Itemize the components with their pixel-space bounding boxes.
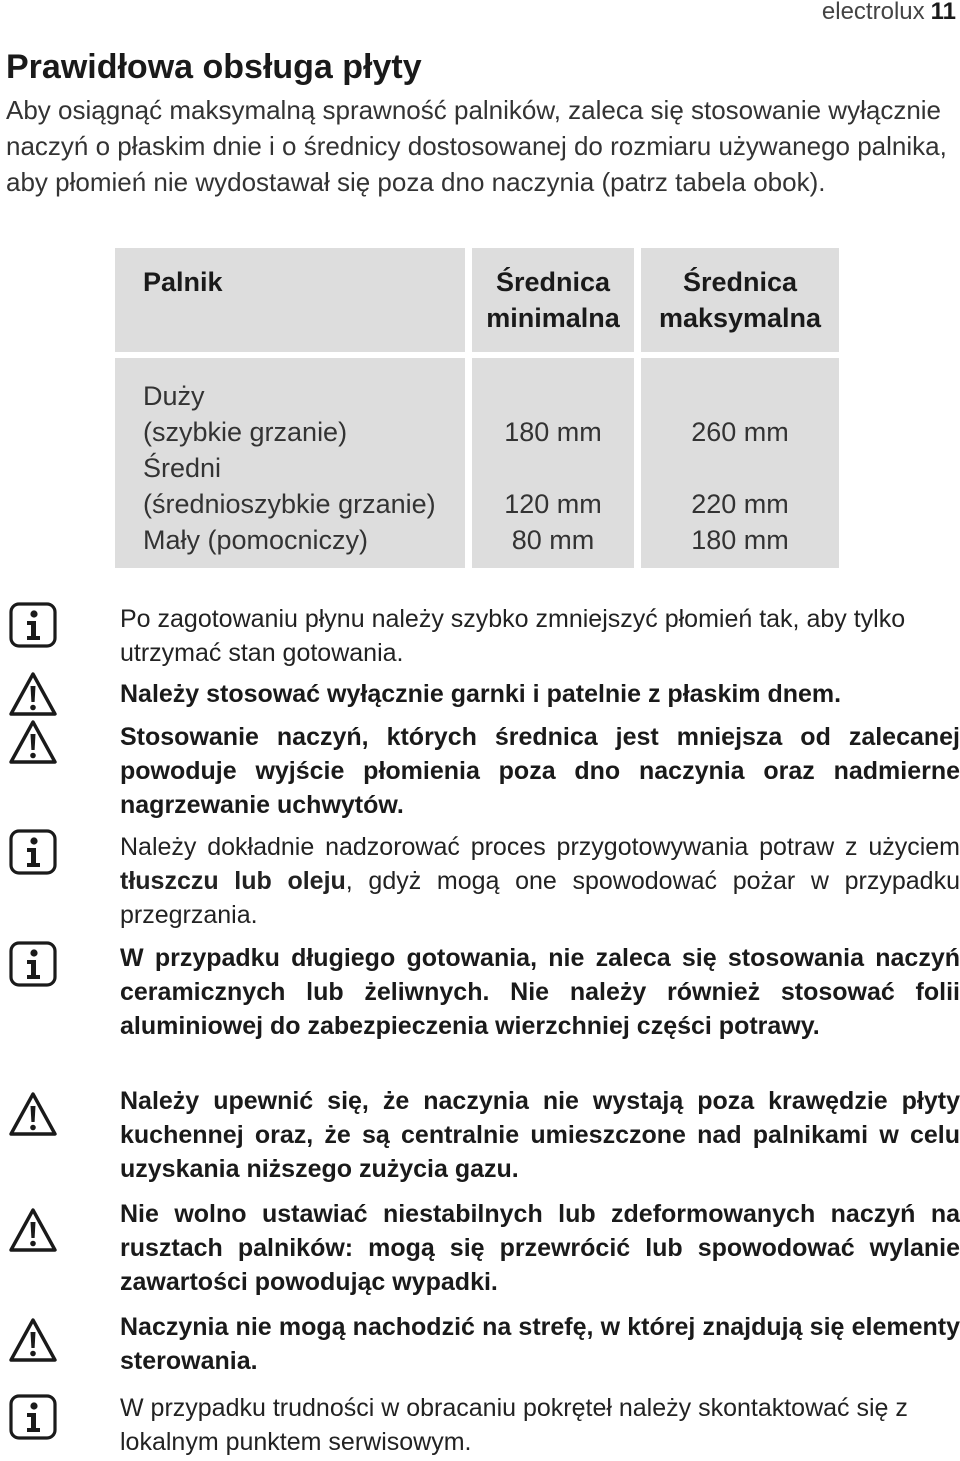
- note-fat-oil: Należy dokładnie nadzorować proces przygotowywania potraw z użyciem tłuszczu lub oleju, gdyż mogą one spowodować pożar w przypadku przegrzania.: [120, 833, 960, 929]
- min-values-cell: [472, 358, 634, 568]
- info-icon: [8, 601, 58, 649]
- max-values-cell: [641, 358, 839, 568]
- note-centered-pots: Należy upewnić się, że naczynia nie wystają poza krawędzie płyty kuchennej oraz, że są centralnie umieszczone nad palnikami w celu uzyskania niższego zużycia gazu.: [120, 1087, 960, 1183]
- info-icon: [8, 1393, 58, 1441]
- min-large: 180 mm: [504, 417, 602, 447]
- note-small-diameter: Stosowanie naczyń, których średnica jest mniejsza od zalecanej powoduje wyjście płomienia poza dno naczynia oraz nadmierne nagrzewanie uchwytów.: [120, 723, 960, 819]
- burner-small-name: Mały (pomocniczy): [143, 525, 369, 555]
- note-service-contact: W przypadku trudności w obracaniu pokręteł należy skontaktować się z lokalnym punktem serwisowym.: [120, 1394, 908, 1456]
- header-min-diameter: Średnica minimalna: [486, 267, 620, 333]
- note-flat-bottom: Należy stosować wyłącznie garnki i patelnie z płaskim dnem.: [120, 680, 842, 708]
- brand-name: electrolux: [821, 0, 925, 25]
- min-small: 80 mm: [511, 525, 595, 555]
- max-large: 260 mm: [691, 417, 789, 447]
- page-title: Prawidłowa obsługa płyty: [6, 48, 422, 86]
- intro-paragraph: Aby osiągnąć maksymalną sprawność palników, zaleca się stosowanie wyłącznie naczyń o płaskim dnie i o średnicy dostosowanej do rozmiaru używanego palnika, aby płomień nie wydostawał się poza dno naczynia (patrz tabela obok).: [6, 95, 947, 197]
- burner-medium-name: Średni: [143, 453, 222, 483]
- burner-names-cell: [115, 358, 465, 568]
- max-small: 180 mm: [691, 525, 789, 555]
- note-unstable-pots: Nie wolno ustawiać niestabilnych lub zdeformowanych naczyń na rusztach palników: mogą się przewrócić lub spowodować wylanie zawartości powodując wypadki.: [120, 1200, 960, 1296]
- note-long-cooking: W przypadku długiego gotowania, nie zaleca się stosowania naczyń ceramicznych lub żeliwnych. Nie należy również stosować folii aluminiowej do zabezpieczenia wierzchniej części potrawy.: [120, 944, 960, 1040]
- info-icon: [8, 828, 58, 876]
- max-medium: 220 mm: [691, 489, 789, 519]
- note-controls-zone: Naczynia nie mogą nachodzić na strefę, w której znajdują się elementy sterowania.: [120, 1313, 960, 1375]
- warning-icon: [8, 1316, 58, 1364]
- header-burner-cell: [115, 248, 465, 352]
- warning-icon: [8, 1206, 58, 1254]
- header-max-cell: [641, 248, 839, 352]
- burner-medium-desc: (średnioszybkie grzanie): [143, 489, 436, 519]
- header-burner: Palnik: [143, 267, 223, 297]
- burner-large-desc: (szybkie grzanie): [143, 417, 348, 447]
- burner-diameter-table: [115, 248, 839, 568]
- min-medium: 120 mm: [504, 489, 602, 519]
- note-reduce-flame: Po zagotowaniu płynu należy szybko zmniejszyć płomień tak, aby tylko utrzymać stan gotowania.: [120, 605, 906, 667]
- burner-large-name: Duży: [143, 381, 205, 411]
- warning-icon: [8, 670, 58, 718]
- info-icon: [8, 940, 58, 988]
- page-number: 11: [930, 0, 956, 25]
- note-fat-oil-emphasis: tłuszczu lub oleju: [120, 867, 346, 895]
- header-max-diameter: Średnica maksymalna: [658, 267, 822, 333]
- header-min-cell: [472, 248, 634, 352]
- warning-icon: [8, 718, 58, 766]
- warning-icon: [8, 1090, 58, 1138]
- page-header: [822, 0, 956, 24]
